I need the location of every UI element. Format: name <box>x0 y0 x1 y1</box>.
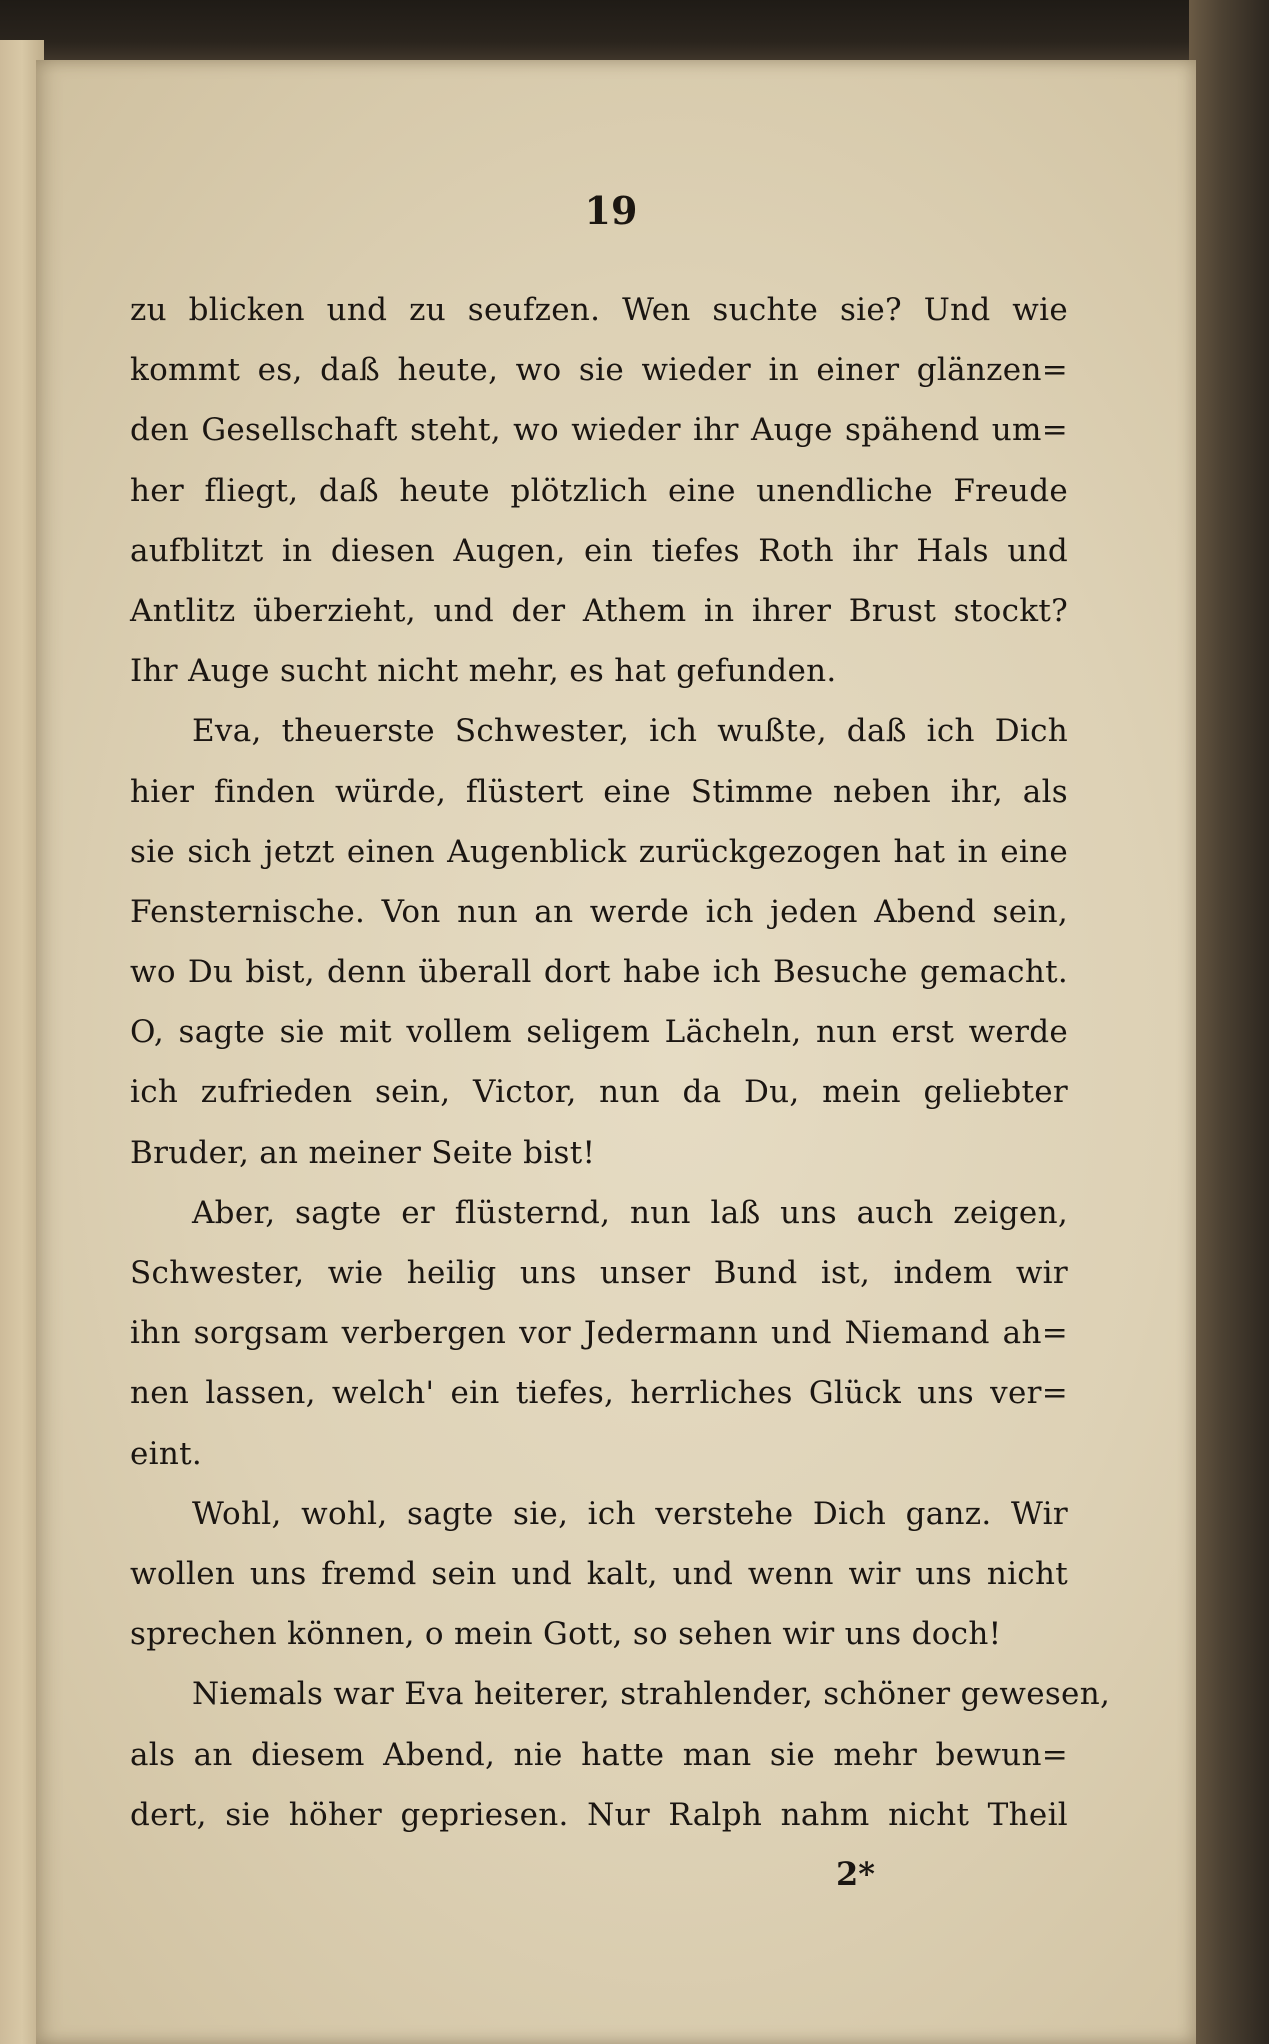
text-line: ihn sorgsam verbergen vor Jedermann und Niemand ah= <box>130 1315 1068 1352</box>
text-line: Ihr Auge sucht nicht mehr, es hat gefunden. <box>130 653 837 690</box>
text-line: zu blicken und zu seufzen. Wen suchte sie? Und wie <box>130 292 1068 328</box>
text-line: wollen uns fremd sein und kalt, und wenn wir uns nicht <box>130 1555 1068 1592</box>
text-line: sprechen können, o mein Gott, so sehen wir uns doch! <box>130 1616 1002 1653</box>
text-line: Wohl, wohl, sagte sie, ich verstehe Dich ganz. Wir <box>192 1495 1068 1532</box>
text-line: dert, sie höher gepriesen. Nur Ralph nahm nicht Theil <box>130 1796 1068 1833</box>
text-line: ich zufrieden sein, Victor, nun da Du, mein geliebter <box>130 1074 1068 1111</box>
text-line: sie sich jetzt einen Augenblick zurückgezogen hat in eine <box>130 833 1068 870</box>
text-line: Aber, sagte er flüsternd, nun laß uns auch zeigen, <box>192 1194 1068 1231</box>
text-line: aufblitzt in diesen Augen, ein tiefes Roth ihr Hals und <box>130 532 1068 569</box>
text-line: Niemals war Eva heiterer, strahlender, schöner gewesen, <box>192 1676 1111 1713</box>
text-line: Antlitz überzieht, und der Athem in ihrer Brust stockt? <box>130 592 1068 629</box>
text-line: wo Du bist, denn überall dort habe ich Besuche gemacht. <box>130 954 1068 991</box>
text-line: O, sagte sie mit vollem seligem Lächeln, nun erst werde <box>130 1014 1068 1051</box>
page-number: 19 <box>584 188 638 233</box>
text-line: Schwester, wie heilig uns unser Bund ist, indem wir <box>130 1255 1068 1291</box>
text-line: Fensternische. Von nun an werde ich jeden Abend sein, <box>130 893 1068 930</box>
text-line: Eva, theuerste Schwester, ich wußte, daß ich Dich <box>192 713 1068 750</box>
book-page <box>36 60 1196 2044</box>
text-line: Bruder, an meiner Seite bist! <box>130 1134 596 1171</box>
text-line: kommt es, daß heute, wo sie wieder in einer glänzen= <box>130 352 1068 389</box>
text-line: den Gesellschaft steht, wo wieder ihr Auge spähend um= <box>130 412 1068 449</box>
signature-mark: 2* <box>836 1855 875 1893</box>
book-cover-edge <box>1189 0 1269 2044</box>
text-line: nen lassen, welch' ein tiefes, herrliches Glück uns ver= <box>130 1375 1068 1412</box>
text-line: eint. <box>130 1435 203 1472</box>
text-line: als an diesem Abend, nie hatte man sie mehr bewun= <box>130 1736 1068 1773</box>
text-line: hier finden würde, flüstert eine Stimme neben ihr, als <box>130 773 1068 810</box>
body-text <box>130 280 1111 1845</box>
text-line: her fliegt, daß heute plötzlich eine unendliche Freude <box>130 472 1068 509</box>
